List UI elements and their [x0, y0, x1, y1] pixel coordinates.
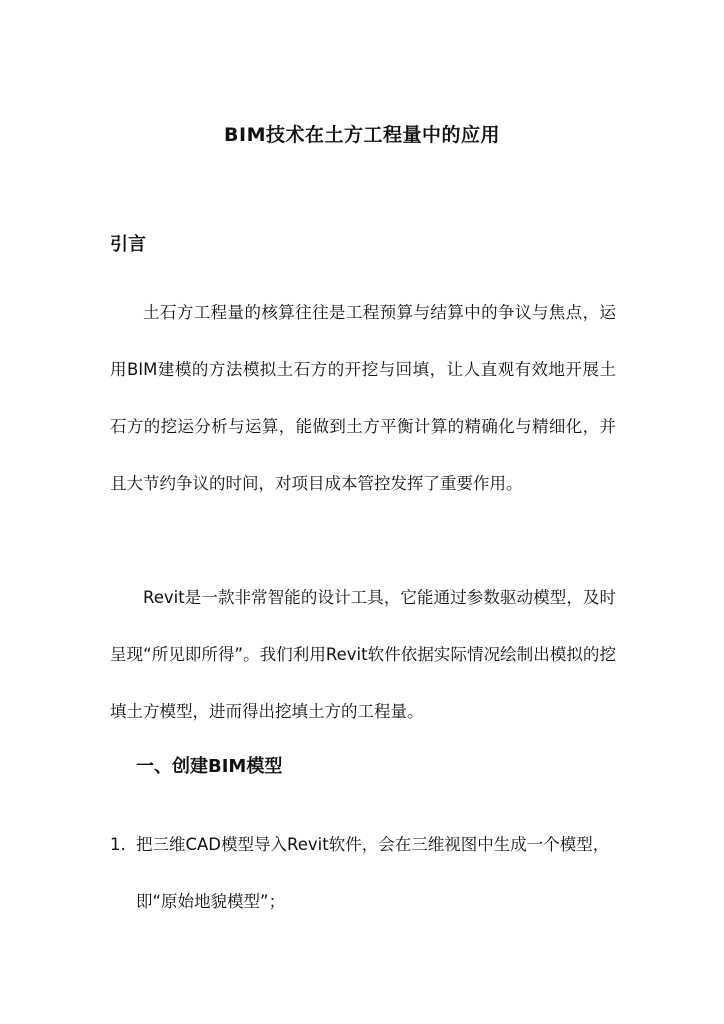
list-item-number: 1. [110, 835, 126, 854]
list-item-text: 把三维CAD模型导入Revit软件，会在三维视图中生成一个模型，即“原始地貌模型”； [136, 835, 610, 911]
document-title: BIM技术在土方工程量中的应用 [224, 124, 500, 146]
section-1-heading: 一、创建BIM模型 [136, 756, 283, 777]
intro-paragraph-1: 土石方工程量的核算往往是工程预算与结算中的争议与焦点，运用BIM建模的方法模拟土石方的开挖与回填，让人直观有效地开展土石方的挖运分析与运算，能做到土方平衡计算的精确化与精细化，并且大节约争议的时间，对项目成本管控发挥了重要作用。 [110, 303, 616, 493]
intro-paragraph-2: Revit是一款非常智能的设计工具，它能通过参数驱动模型，及时呈现“所见即所得”。我们利用Revit软件依据实际情况绘制出模拟的挖填土方模型，进而得出挖填土方的工程量。 [110, 588, 616, 721]
list-item [110, 816, 616, 930]
section-1-list [110, 816, 616, 930]
intro-heading: 引言 [110, 234, 146, 255]
